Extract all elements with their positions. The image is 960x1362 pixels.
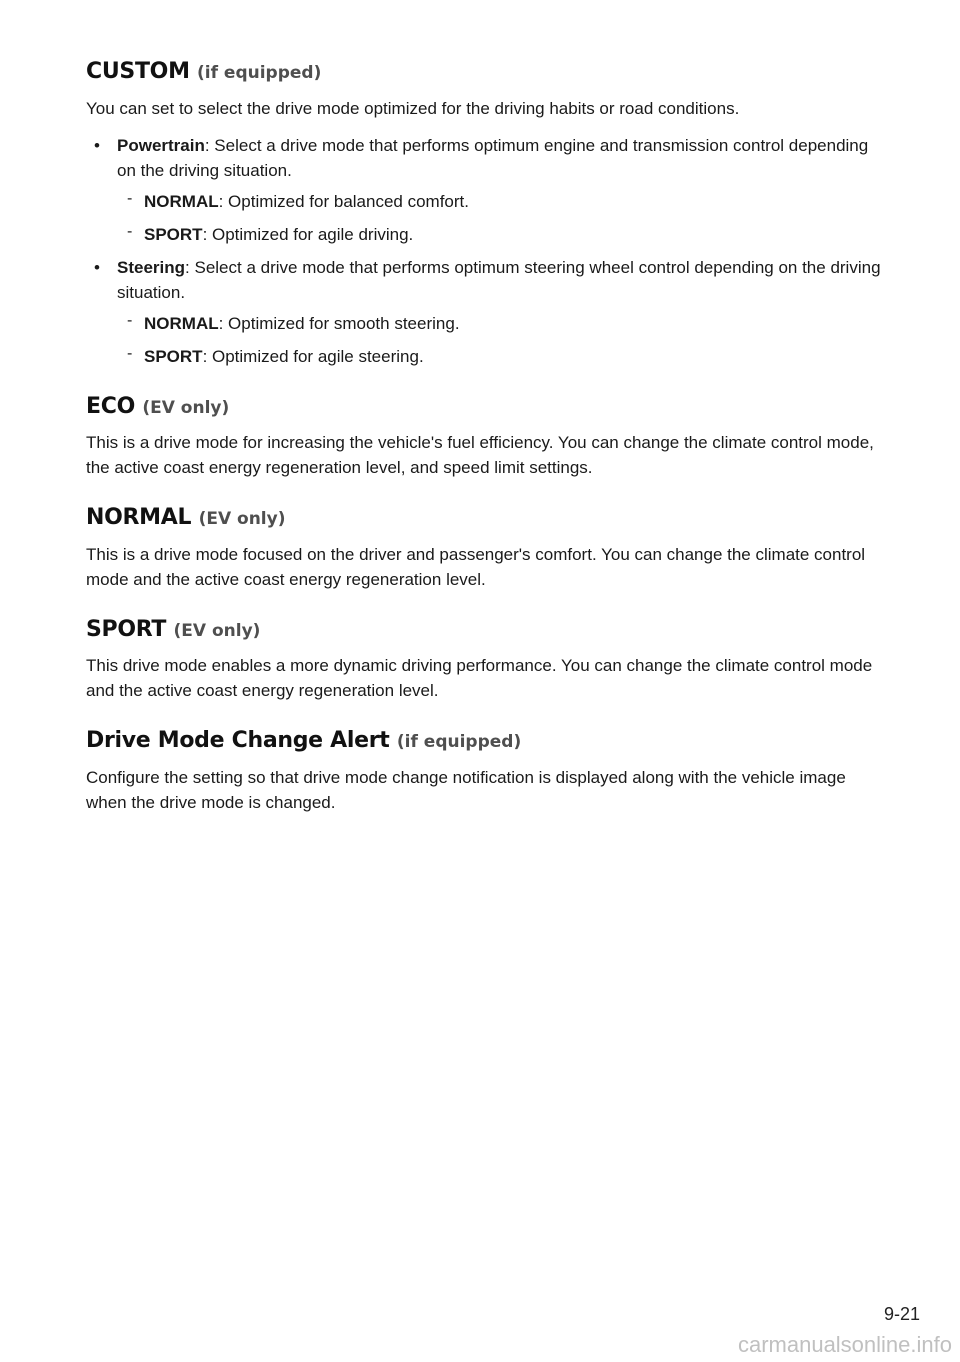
heading-title: Drive Mode Change Alert [86,728,390,753]
page-number: 9-21 [883,1304,920,1324]
sub-item [117,222,886,247]
heading-qualifier: (if equipped) [396,732,522,752]
sub-term: SPORT [144,346,203,366]
item-text: : Select a drive mode that performs optimum engine and transmission control depending on the driving situation. [117,135,869,180]
section-custom [86,58,886,369]
heading-qualifier: (if equipped) [197,63,322,83]
section-intro: You can set to select the drive mode optimized for the driving habits or road conditions. [86,98,740,118]
page-content [86,58,886,839]
item-term: Powertrain [117,135,205,155]
bullet-icon: • [94,257,100,277]
heading-title: ECO [86,393,135,419]
section-body: Configure the setting so that drive mode change notification is displayed along with the vehicle image when the drive mode is changed. [86,767,846,812]
sub-item [117,189,886,214]
item-text: : Select a drive mode that performs optimum steering wheel control depending on the driving situation. [117,257,881,302]
section-body: This is a drive mode focused on the driver and passenger's comfort. You can change the climate control mode and the active coast energy regeneration level. [86,544,866,589]
section-body: This is a drive mode for increasing the vehicle's fuel efficiency. You can change the climate control mode, the active coast energy regeneration level, and speed limit settings. [86,433,874,477]
section-eco [86,393,886,481]
section-heading [86,504,886,532]
dash-icon: - [127,311,133,329]
sub-text: : Optimized for agile steering. [202,346,424,366]
watermark: carmanualsonline.info [737,1332,952,1357]
heading-qualifier: (EV only) [142,397,230,418]
sub-text: : Optimized for agile driving. [202,224,414,244]
section-normal [86,504,886,592]
sub-item [117,344,886,369]
section-heading [86,393,886,421]
section-sport [86,616,886,704]
sub-term: NORMAL [144,313,219,333]
dash-icon: - [127,222,133,240]
section-heading [86,58,886,86]
section-body: This drive mode enables a more dynamic driving performance. You can change the climate control mode and the active coast energy regeneration level. [86,656,873,700]
sub-term: SPORT [144,224,203,244]
sub-item [117,311,886,336]
item-term: Steering [117,257,186,277]
dash-icon: - [127,189,133,207]
sub-list [117,311,886,369]
sub-list [117,189,886,247]
dash-icon: - [127,344,133,362]
sub-text: : Optimized for smooth steering. [218,313,460,333]
sub-text: : Optimized for balanced comfort. [218,191,469,211]
heading-qualifier: (EV only) [198,509,286,529]
bullet-item-powertrain [86,133,886,247]
bullet-list [86,133,886,369]
heading-title: SPORT [86,616,167,642]
heading-title: NORMAL [86,505,192,530]
section-drive-mode-change-alert [86,727,886,815]
bullet-icon: • [94,135,100,155]
bullet-item-steering [86,255,886,369]
heading-title: CUSTOM [86,59,190,84]
section-heading [86,616,886,644]
heading-qualifier: (EV only) [173,620,261,641]
section-heading [86,727,886,755]
sub-term: NORMAL [144,191,219,211]
